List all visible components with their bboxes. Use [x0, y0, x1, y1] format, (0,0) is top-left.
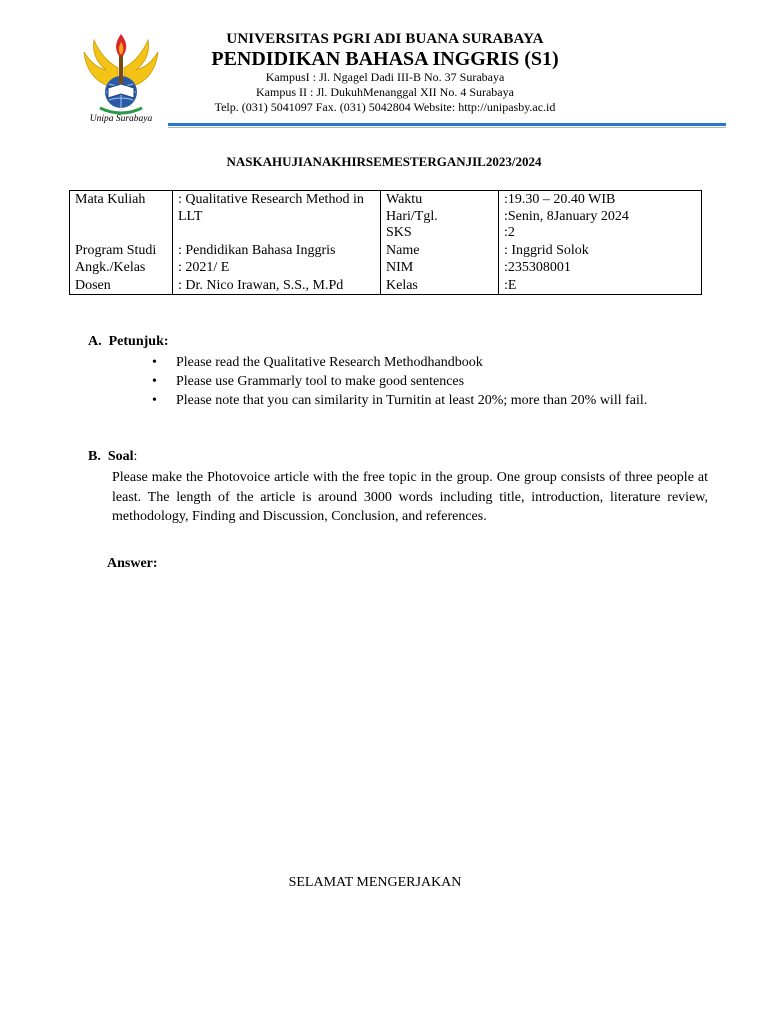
bullet-icon: •: [152, 393, 157, 408]
campus-2-address: Kampus II : Jl. DukuhMenanggal XII No. 4 Surabaya: [256, 85, 514, 99]
section-label: Petunjuk: [108, 334, 164, 349]
name-label: Name: [381, 242, 499, 260]
waktu-label-text: Waktu: [386, 192, 423, 207]
program-studi-label: Program Studi: [70, 242, 173, 260]
table-row: [70, 277, 702, 295]
angk-value: : 2021/ E: [173, 259, 381, 277]
dosen-value: : Dr. Nico Irawan, S.S., M.Pd: [173, 277, 381, 295]
letterhead: [180, 30, 590, 115]
list-item: [152, 353, 712, 372]
header-rule: [168, 123, 726, 126]
bullet-icon: •: [152, 374, 157, 389]
mata-kuliah-label: Mata Kuliah: [70, 191, 173, 242]
hari-value: :Senin, 8January 2024: [504, 208, 629, 224]
angk-label: Angk./Kelas: [70, 259, 173, 277]
waktu-value-text: :19.30 – 20.40 WIB: [504, 192, 616, 207]
exam-info-table: [69, 190, 702, 295]
section-label: Soal: [107, 449, 134, 464]
logo-caption: Unipa Surabaya: [89, 114, 153, 124]
university-logo: [78, 28, 164, 124]
section-marker: B.: [88, 449, 101, 464]
section-marker: A.: [88, 334, 102, 349]
university-name: UNIVERSITAS PGRI ADI BUANA SURABAYA: [226, 31, 544, 47]
kelas-value: :E: [499, 277, 702, 295]
campus-1-address: KampusI : Jl. Ngagel Dadi III-B No. 37 Surabaya: [265, 70, 505, 84]
dosen-label: Dosen: [70, 277, 173, 295]
section-colon: :: [163, 334, 169, 349]
hari-label: Hari/Tgl.: [386, 208, 438, 224]
bullet-icon: •: [152, 355, 157, 370]
mata-kuliah-value: : Qualitative Research Method in LLT: [173, 191, 381, 242]
table-row: [70, 242, 702, 260]
waktu-value: [499, 191, 702, 242]
program-name: PENDIDIKAN BAHASA INGGRIS (S1): [211, 48, 559, 70]
list-item: [152, 372, 712, 391]
sks-value: :2: [504, 225, 515, 240]
list-item-text: Please use Grammarly tool to make good sentences: [176, 374, 465, 389]
soal-text: Please make the Photovoice article with the free topic in the group. One group consists of three people at least. The length of the article is around 3000 words including title, introduction, literature review, methodology, Finding and Discussion, Conclusion, and references.: [112, 470, 708, 524]
list-item-text: Please note that you can similarity in Turnitin at least 20%; more than 20% will fail.: [176, 393, 648, 408]
contact-line: Telp. (031) 5041097 Fax. (031) 5042804 Website: http://unipasby.ac.id: [214, 100, 556, 114]
kelas-label: Kelas: [381, 277, 499, 295]
table-row: [70, 191, 702, 242]
exam-title: NASKAHUJIANAKHIRSEMESTERGANJIL2023/2024: [226, 154, 542, 169]
section-petunjuk-heading: [88, 334, 169, 350]
section-soal-heading: [88, 449, 137, 465]
section-colon: :: [133, 449, 138, 464]
table-row: [70, 259, 702, 277]
closing-text: SELAMAT MENGERJAKAN: [288, 875, 462, 890]
program-studi-value: : Pendidikan Bahasa Inggris: [173, 242, 381, 260]
nim-label: NIM: [381, 259, 499, 277]
sks-label: SKS: [386, 225, 412, 240]
petunjuk-list: [152, 353, 712, 410]
list-item: [152, 391, 712, 410]
waktu-label: [381, 191, 499, 242]
name-value: : Inggrid Solok: [499, 242, 702, 260]
list-item-text: Please read the Qualitative Research Methodhandbook: [176, 355, 483, 370]
answer-label: Answer:: [107, 556, 158, 571]
header-rule-thin: [168, 127, 726, 128]
nim-value: :235308001: [499, 259, 702, 277]
